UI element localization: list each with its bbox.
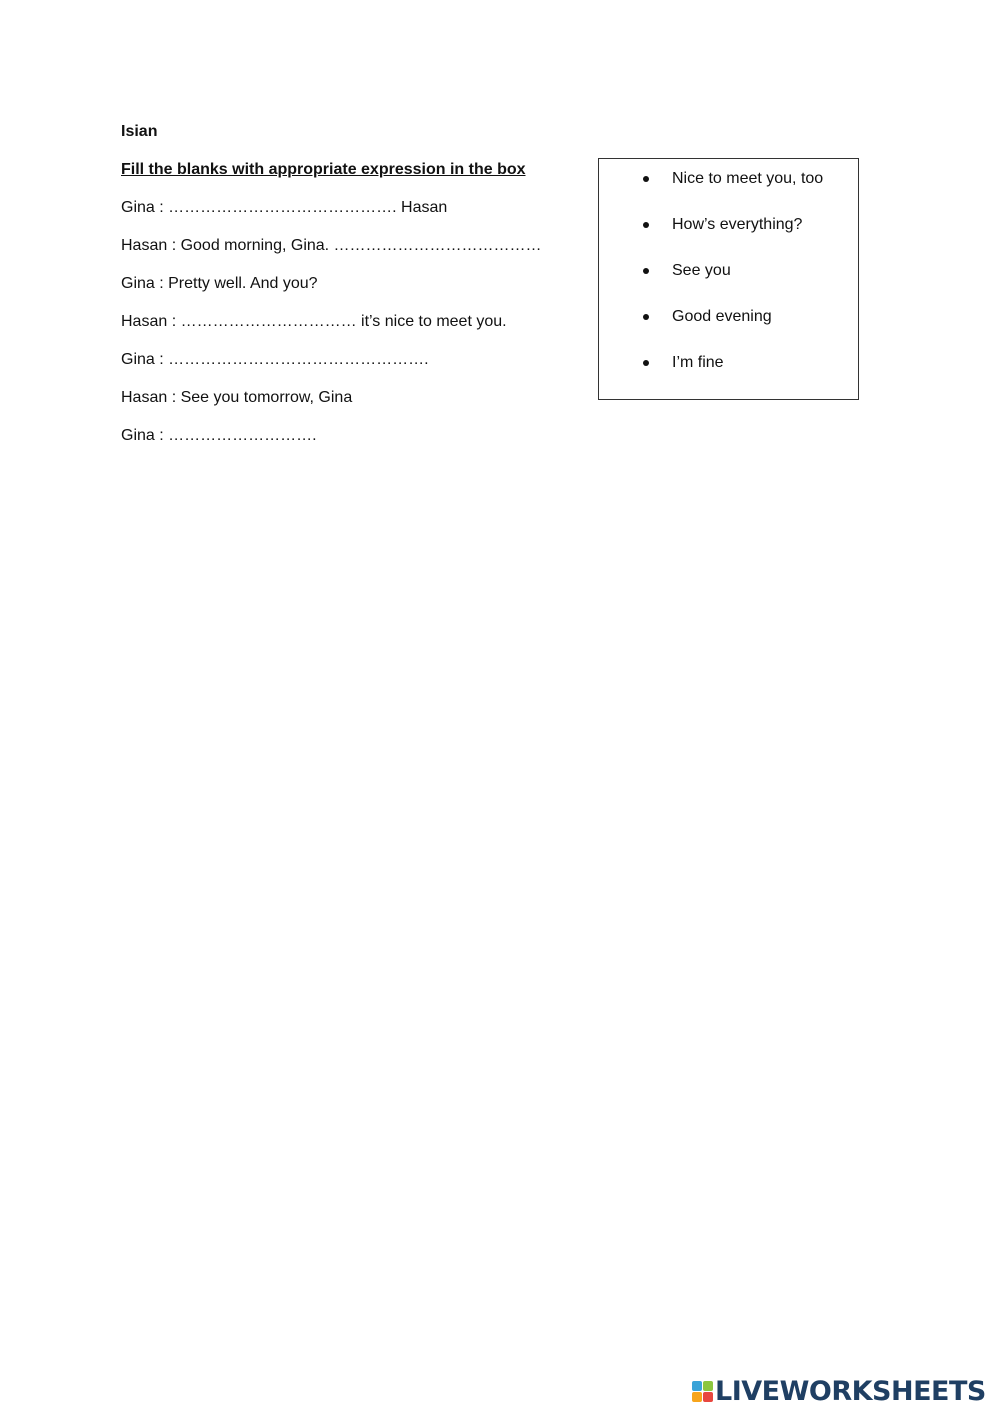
expression-item [599,308,858,354]
logo-square [692,1381,702,1391]
logo-square [703,1392,713,1402]
expression-list [599,170,858,400]
dialogue-line: Hasan : Good morning, Gina. ………………………………… [121,237,542,254]
dialogue-line: Gina : ………………………. [121,427,317,444]
bullet-icon [643,268,649,274]
expression-text: How’s everything? [672,216,803,233]
section-title: Isian [121,123,158,140]
expression-item [599,216,858,262]
dialogue-line: Hasan : See you tomorrow, Gina [121,389,353,406]
logo-square [692,1392,702,1402]
instruction-heading: Fill the blanks with appropriate expression in the box [121,161,526,178]
bullet-icon [643,222,649,228]
dialogue-line: Gina : …………………………………………. [121,351,429,368]
logo-square [703,1381,713,1391]
bullet-icon [643,360,649,366]
expression-item [599,354,858,400]
expression-item [599,262,858,308]
bullet-icon [643,176,649,182]
dialogue-line: Hasan : …………………………… it’s nice to meet you. [121,313,507,330]
expression-text: Nice to meet you, too [672,170,824,187]
liveworksheets-logo[interactable] [692,1374,986,1408]
expression-item [599,170,858,216]
logo-text: LIVEWORKSHEETS [715,1375,986,1407]
expression-text: I’m fine [672,354,724,371]
bullet-icon [643,314,649,320]
dialogue-line: Gina : ……………………………………. Hasan [121,199,448,216]
logo-mark-icon [692,1381,713,1402]
dialogue-line: Gina : Pretty well. And you? [121,275,318,292]
expression-text: See you [672,262,731,279]
dialogue-list [121,199,542,465]
expression-word-box [598,158,859,400]
expression-text: Good evening [672,308,772,325]
